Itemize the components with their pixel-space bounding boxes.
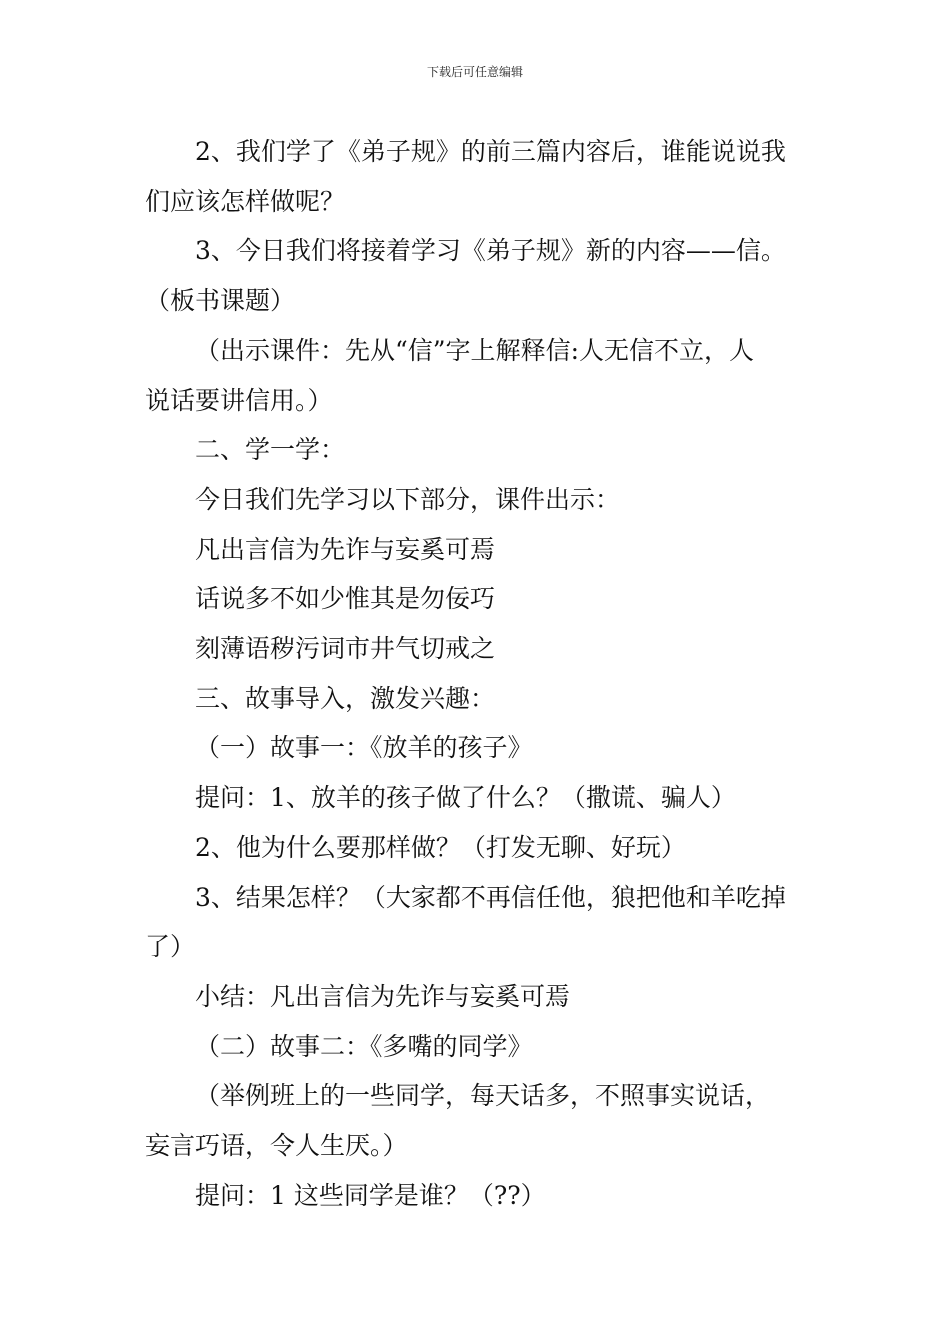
text-line: （一）故事一：《放羊的孩子》 <box>195 733 533 763</box>
page-header: 下载后可任意编辑 <box>426 65 523 79</box>
text-line: 了） <box>145 932 196 962</box>
document-body <box>145 127 810 1220</box>
text-line: 说话要讲信用。） <box>145 385 333 415</box>
text-line: 妄言巧语，令人生厌。） <box>145 1131 408 1161</box>
text-line: 3、今日我们将接着学习《弟子规》新的内容——信。 <box>195 236 786 266</box>
text-line: 刻薄语秽污词市井气切戒之 <box>195 634 496 664</box>
text-line: 小结：凡出言信为先诈与妄奚可焉 <box>195 981 571 1011</box>
text-line: （出示课件：先从“信”字上解释信:人无信不立，人 <box>195 335 754 365</box>
text-line: 提问：1 这些同学是谁？（??） <box>195 1180 546 1210</box>
text-line: 今日我们先学习以下部分，课件出示： <box>195 484 621 514</box>
text-line: 话说多不如少惟其是勿佞巧 <box>195 584 496 614</box>
text-line: 2、他为什么要那样做？（打发无聊、好玩） <box>195 832 686 862</box>
text-line: 提问：1、放羊的孩子做了什么？（撒谎、骗人） <box>195 783 736 813</box>
text-line: 三、故事导入，激发兴趣： <box>195 683 496 713</box>
text-line: 2、我们学了《弟子规》的前三篇内容后，谁能说说我 <box>195 137 786 166</box>
text-line: 凡出言信为先诈与妄奚可焉 <box>195 534 496 564</box>
text-line: 们应该怎样做呢？ <box>145 186 346 216</box>
text-line: （二）故事二：《多嘴的同学》 <box>195 1031 533 1061</box>
text-line: 二、学一学： <box>195 435 346 465</box>
text-line: （举例班上的一些同学，每天话多，不照事实说话， <box>195 1081 771 1111</box>
text-line: 3、结果怎样？（大家都不再信任他，狼把他和羊吃掉 <box>195 882 786 912</box>
text-line: （板书课题） <box>145 286 296 316</box>
